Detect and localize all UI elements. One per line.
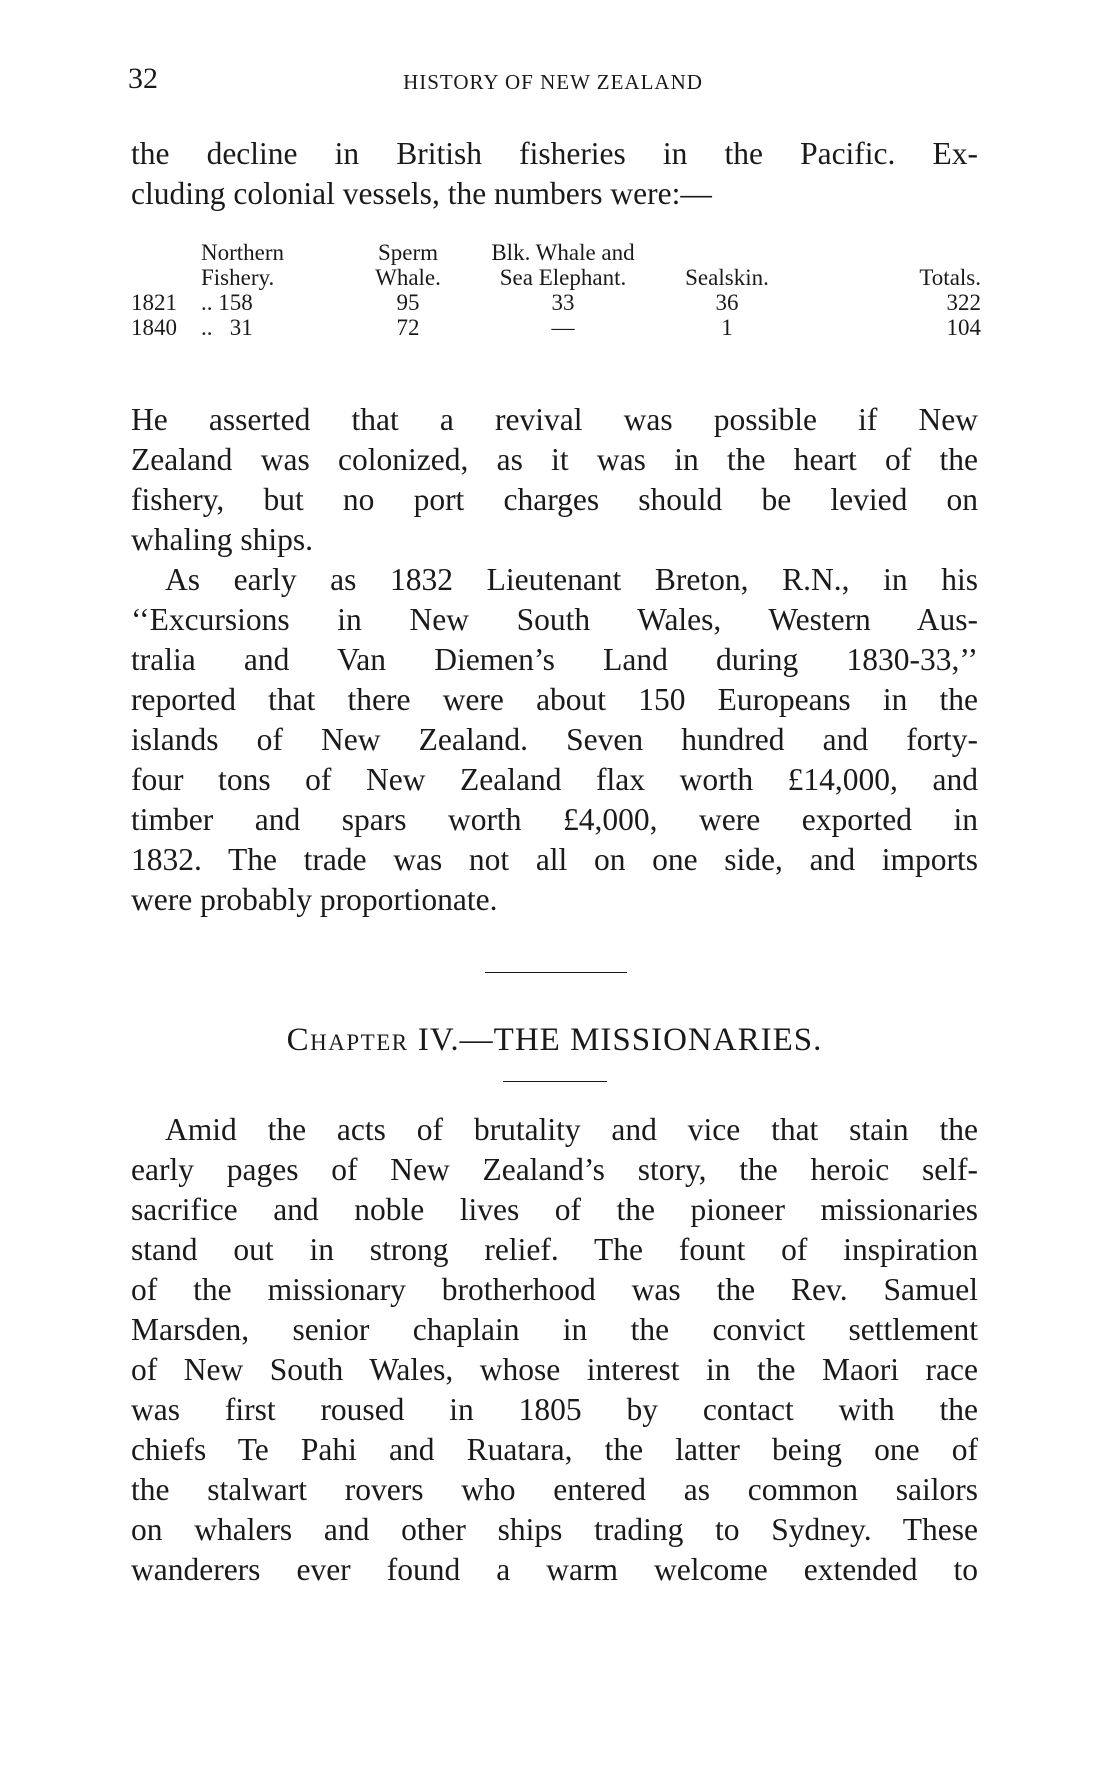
fisheries-table (131, 240, 981, 340)
text-line: was first roused in 1805 by contact with the (131, 1392, 978, 1427)
text-line: Amid the acts of brutality and vice that stain the (165, 1112, 978, 1147)
paragraph-revival (131, 400, 978, 560)
header-cell (663, 240, 791, 265)
header-cell: Fishery. (201, 265, 275, 290)
text-line: were probably proportionate. (131, 882, 498, 917)
paragraph-missionaries (131, 1110, 978, 1590)
text-line: reported that there were about 150 Europeans in the (131, 682, 978, 717)
text-line: ‘‘Excursions in New South Wales, Western Aus- (131, 602, 978, 637)
blk-whale-cell: 33 (551, 290, 575, 315)
text-line: early pages of New Zealand’s story, the heroic self- (131, 1152, 978, 1187)
header-cell: Sealskin. (685, 265, 769, 290)
text-line: stand out in strong relief. The fount of inspiration (131, 1232, 978, 1267)
text-line: cluding colonial vessels, the numbers were:— (131, 176, 712, 211)
text-line: wanderers ever found a warm welcome extended to (131, 1552, 978, 1587)
northern-cell: .. 31 (201, 315, 253, 340)
header-cell: Whale. (375, 265, 441, 290)
year-cell: 1821 (131, 290, 177, 315)
text-line: islands of New Zealand. Seven hundred and forty- (131, 722, 978, 757)
header-cell: Sea Elephant. (499, 265, 627, 290)
header-cell: Northern (201, 240, 285, 265)
text-line: four tons of New Zealand flax worth £14,000, and (131, 762, 978, 797)
table-header-row (131, 265, 981, 290)
intro-paragraph (131, 134, 978, 214)
text-line: timber and spars worth £4,000, were exported in (131, 802, 978, 837)
chapter-title: THE MISSIONARIES. (493, 1022, 823, 1058)
heading-divider (503, 1081, 607, 1082)
chapter-number: IV. (417, 1022, 460, 1058)
year-cell: 1840 (131, 315, 177, 340)
header-cell: Blk. Whale and (491, 240, 635, 265)
text-line: chiefs Te Pahi and Ruatara, the latter being one of (131, 1432, 978, 1467)
sperm-cell: 72 (396, 315, 420, 340)
sealskin-cell: 1 (721, 315, 733, 340)
paragraph-breton (131, 560, 978, 920)
text-line: the stalwart rovers who entered as common sailors (131, 1472, 978, 1507)
chapter-heading (131, 1022, 978, 1059)
header-cell (791, 240, 981, 265)
page-header (128, 62, 978, 102)
total-cell: 322 (946, 290, 981, 315)
text-line: Marsden, senior chaplain in the convict settlement (131, 1312, 978, 1347)
text-line: on whalers and other ships trading to Sydney. These (131, 1512, 978, 1547)
text-line: of New South Wales, whose interest in the Maori race (131, 1352, 978, 1387)
text-line: the decline in British fisheries in the Pacific. Ex- (131, 136, 978, 171)
text-line: whaling ships. (131, 522, 314, 557)
northern-cell: .. 158 (201, 290, 253, 315)
total-cell: 104 (946, 315, 981, 340)
text-line: Zealand was colonized, as it was in the heart of the (131, 442, 978, 477)
table-row (131, 290, 981, 315)
table-header-row (131, 240, 981, 265)
running-title: HISTORY OF NEW ZEALAND (403, 70, 703, 94)
text-line: of the missionary brotherhood was the Rev. Samuel (131, 1272, 978, 1307)
text-line: As early as 1832 Lieutenant Breton, R.N., in his (165, 562, 978, 597)
page-number: 32 (128, 62, 158, 95)
blk-whale-cell: — (551, 315, 575, 340)
sealskin-cell: 36 (715, 290, 739, 315)
text-line: fishery, but no port charges should be levied on (131, 482, 978, 517)
text-line: sacrifice and noble lives of the pioneer missionaries (131, 1192, 978, 1227)
chapter-dash: — (459, 1022, 494, 1058)
header-cell (131, 240, 201, 265)
text-line: He asserted that a revival was possible if New (131, 402, 978, 437)
chapter-prefix: Chapter (286, 1022, 409, 1058)
header-cell: Sperm (377, 240, 439, 265)
table-row (131, 315, 981, 340)
header-cell (131, 265, 201, 290)
sperm-cell: 95 (396, 290, 420, 315)
header-cell: Totals. (919, 265, 981, 290)
section-divider (485, 972, 627, 973)
text-line: tralia and Van Diemen’s Land during 1830-33,’’ (131, 642, 978, 677)
text-line: 1832. The trade was not all on one side, and imports (131, 842, 978, 877)
